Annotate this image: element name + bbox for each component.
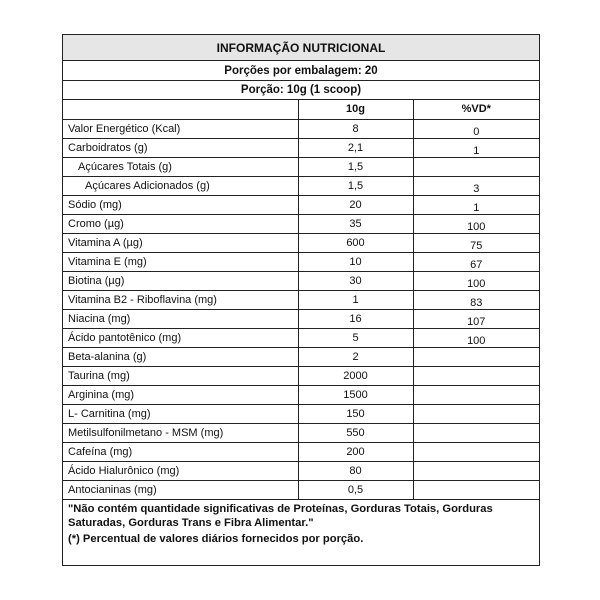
table-row	[63, 138, 539, 157]
table-row	[63, 119, 539, 138]
header-nutrient	[63, 100, 298, 119]
footnote-daily-values: (*) Percentual de valores diários fornecidos por porção.	[68, 532, 364, 545]
footnote	[63, 500, 539, 546]
header-amount: 10g	[298, 100, 413, 119]
nutrient-daily-value	[413, 404, 539, 423]
table-row	[63, 176, 539, 195]
nutrient-daily-value: 3	[413, 176, 539, 195]
nutrient-name: Cromo (µg)	[63, 214, 298, 233]
table-row	[63, 309, 539, 328]
nutrient-amount: 35	[298, 214, 413, 233]
nutrient-name: Taurina (mg)	[63, 366, 298, 385]
table-row	[63, 347, 539, 366]
header-daily-value: %VD*	[413, 100, 539, 119]
nutrient-daily-value	[413, 442, 539, 461]
footnote-not-significant: "Não contém quantidade significativas de Proteínas, Gorduras Totais, Gorduras Saturadas, Gorduras Trans e Fibra Alimentar."	[68, 502, 493, 529]
table-row	[63, 195, 539, 214]
nutrient-name: Vitamina E (mg)	[63, 252, 298, 271]
nutrient-daily-value: 67	[413, 252, 539, 271]
nutrient-amount: 5	[298, 328, 413, 347]
nutrient-amount: 150	[298, 404, 413, 423]
serving-size: Porção: 10g (1 scoop)	[63, 81, 539, 100]
nutrient-daily-value: 83	[413, 290, 539, 309]
nutrient-daily-value: 1	[413, 138, 539, 157]
table-row	[63, 404, 539, 423]
nutrient-name: Cafeína (mg)	[63, 442, 298, 461]
nutrient-amount: 16	[298, 309, 413, 328]
nutrient-amount: 200	[298, 442, 413, 461]
nutrient-amount: 30	[298, 271, 413, 290]
nutrient-amount: 2,1	[298, 138, 413, 157]
nutrient-daily-value	[413, 385, 539, 404]
nutrient-name: Arginina (mg)	[63, 385, 298, 404]
nutrient-name: Sódio (mg)	[63, 195, 298, 214]
nutrient-amount: 1	[298, 290, 413, 309]
nutrient-amount: 10	[298, 252, 413, 271]
nutrient-amount: 8	[298, 119, 413, 138]
nutrient-name: Vitamina B2 - Riboflavina (mg)	[63, 290, 298, 309]
nutrient-name: Açúcares Adicionados (g)	[63, 176, 298, 195]
nutrient-daily-value	[413, 480, 539, 499]
table-row	[63, 385, 539, 404]
table-row	[63, 252, 539, 271]
table-row	[63, 290, 539, 309]
nutrient-daily-value: 100	[413, 328, 539, 347]
nutrient-amount: 80	[298, 461, 413, 480]
nutrient-name: Ácido Hialurônico (mg)	[63, 461, 298, 480]
nutrient-name: Beta-alanina (g)	[63, 347, 298, 366]
nutrient-name: Biotina (µg)	[63, 271, 298, 290]
nutrient-daily-value	[413, 461, 539, 480]
nutrient-daily-value: 100	[413, 214, 539, 233]
nutrient-amount: 2000	[298, 366, 413, 385]
table-row	[63, 442, 539, 461]
nutrient-name: Metilsulfonilmetano - MSM (mg)	[63, 423, 298, 442]
table-row	[63, 214, 539, 233]
nutrient-name: L- Carnitina (mg)	[63, 404, 298, 423]
nutrition-title: INFORMAÇÃO NUTRICIONAL	[63, 35, 539, 61]
table-row	[63, 233, 539, 252]
nutrient-amount: 1,5	[298, 176, 413, 195]
nutrition-facts-panel	[62, 34, 540, 566]
table-row	[63, 271, 539, 290]
nutrient-name: Antocianinas (mg)	[63, 480, 298, 499]
nutrient-amount: 1500	[298, 385, 413, 404]
nutrient-daily-value	[413, 157, 539, 176]
nutrient-daily-value: 107	[413, 309, 539, 328]
table-row	[63, 461, 539, 480]
nutrient-amount: 1,5	[298, 157, 413, 176]
nutrient-name: Niacina (mg)	[63, 309, 298, 328]
table-row	[63, 480, 539, 499]
nutrient-amount: 550	[298, 423, 413, 442]
nutrient-name: Vitamina A (µg)	[63, 233, 298, 252]
table-row	[63, 366, 539, 385]
nutrient-daily-value: 100	[413, 271, 539, 290]
table-row	[63, 157, 539, 176]
nutrient-daily-value: 75	[413, 233, 539, 252]
table-header-row	[63, 100, 539, 119]
nutrient-daily-value	[413, 347, 539, 366]
nutrient-daily-value: 0	[413, 119, 539, 138]
servings-per-package: Porções por embalagem: 20	[63, 61, 539, 81]
nutrient-name: Valor Energético (Kcal)	[63, 119, 298, 138]
nutrient-amount: 20	[298, 195, 413, 214]
table-row	[63, 328, 539, 347]
nutrient-amount: 2	[298, 347, 413, 366]
table-row	[63, 423, 539, 442]
nutrient-name: Açúcares Totais (g)	[63, 157, 298, 176]
nutrient-amount: 600	[298, 233, 413, 252]
nutrient-amount: 0,5	[298, 480, 413, 499]
nutrient-name: Ácido pantotênico (mg)	[63, 328, 298, 347]
nutrient-daily-value: 1	[413, 195, 539, 214]
nutrient-name: Carboidratos (g)	[63, 138, 298, 157]
nutrition-table	[63, 100, 539, 500]
nutrient-daily-value	[413, 423, 539, 442]
nutrient-daily-value	[413, 366, 539, 385]
